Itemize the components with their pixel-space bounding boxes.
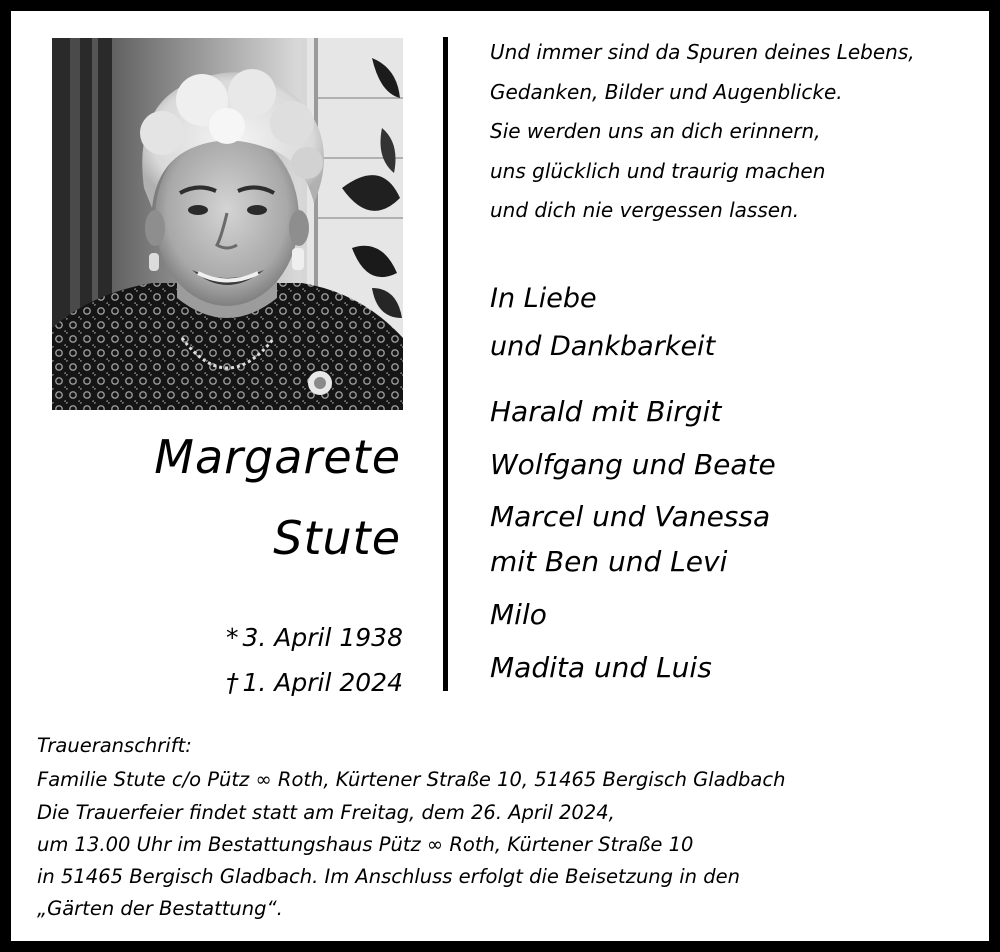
- death-cross-icon: †: [225, 668, 239, 697]
- first-name: Margarete: [154, 430, 401, 484]
- poem-line: Gedanken, Bilder und Augenblicke.: [490, 79, 843, 104]
- birth-date: 3. April 1938: [242, 623, 403, 652]
- poem-line: Sie werden uns an dich erinnern,: [490, 119, 821, 143]
- vertical-divider: [443, 37, 448, 691]
- mourner-name: Harald mit Birgit: [490, 395, 722, 428]
- death-date: 1. April 2024: [242, 668, 403, 697]
- closing-line-1: In Liebe: [490, 283, 597, 314]
- last-name: Stute: [273, 511, 401, 565]
- mourning-address: [37, 729, 785, 797]
- closing-phrase: [490, 275, 715, 371]
- mourner-name: Madita und Luis: [490, 651, 712, 684]
- obituary-notice: [11, 11, 989, 941]
- birth-line: [226, 615, 403, 660]
- ceremony-line: um 13.00 Uhr im Bestattungshaus Pütz ∞ Roth, Kürtener Straße 10: [37, 833, 694, 856]
- address-line: Familie Stute c/o Pütz ∞ Roth, Kürtener Straße 10, 51465 Bergisch Gladbach: [37, 768, 786, 791]
- birth-star-icon: *: [225, 623, 239, 652]
- ceremony-line: Die Trauerfeier findet statt am Freitag, dem 26. April 2024,: [37, 801, 615, 824]
- death-line: [226, 660, 403, 705]
- mourner-name: Wolfgang und Beate: [490, 448, 776, 481]
- mourner-name: Milo: [490, 598, 547, 631]
- closing-line-2: und Dankbarkeit: [490, 331, 716, 362]
- portrait-photo: [52, 38, 403, 410]
- ceremony-info: [37, 797, 740, 925]
- poem-line: Und immer sind da Spuren deines Lebens,: [490, 40, 915, 64]
- mourner-name: Marcel und Vanessa: [490, 500, 771, 533]
- ceremony-line: in 51465 Bergisch Gladbach. Im Anschluss erfolgt die Beisetzung in den: [37, 865, 740, 888]
- mourner-name: mit Ben und Levi: [490, 545, 728, 578]
- address-heading: Traueranschrift:: [37, 734, 192, 757]
- poem: [490, 33, 915, 231]
- life-dates: [226, 615, 403, 705]
- poem-line: und dich nie vergessen lassen.: [490, 198, 800, 222]
- ceremony-line: „Gärten der Bestattung“.: [37, 897, 283, 920]
- poem-line: uns glücklich und traurig machen: [490, 158, 826, 183]
